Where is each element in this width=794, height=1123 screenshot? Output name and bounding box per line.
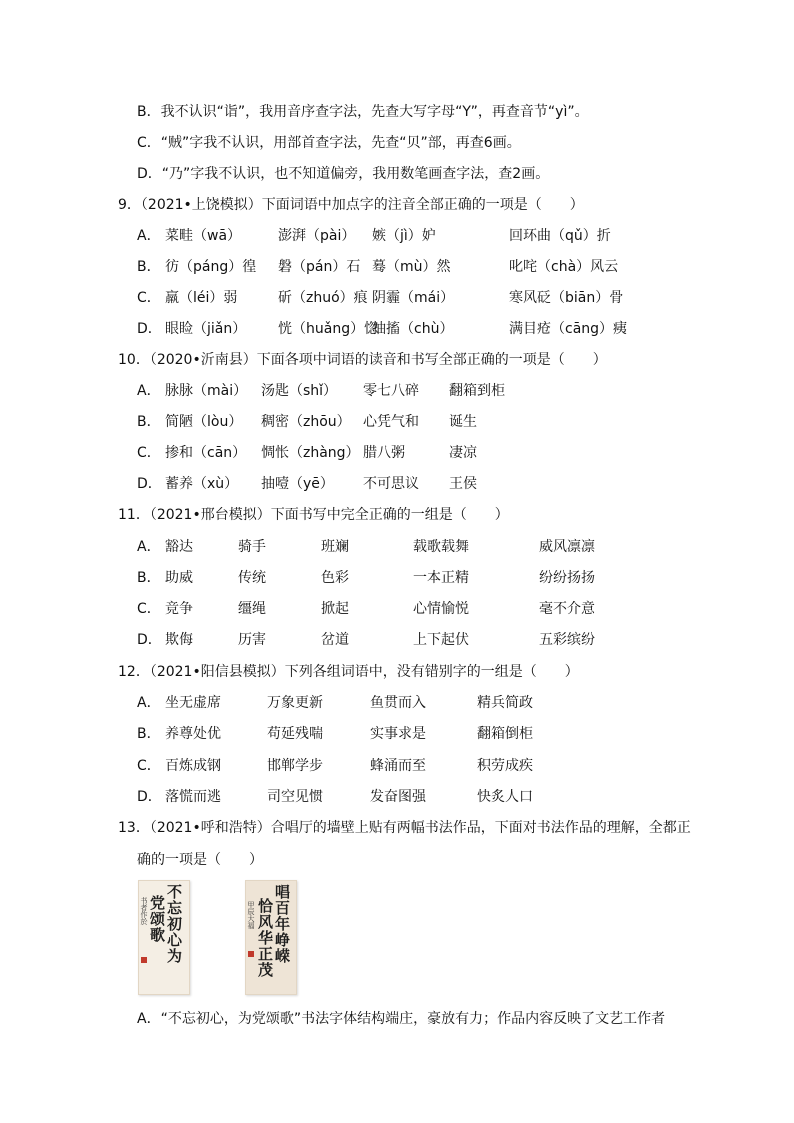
question-12-stem: 12．（2021•阳信县模拟）下列各组词语中，没有错别字的一组是（ ）	[118, 664, 579, 680]
question-11-stem: 11．（2021•邢台模拟）下面书写中完全正确的一组是（ ）	[118, 507, 509, 523]
q13-option-a: A．“不忘初心，为党颂歌”书法字体结构端庄，豪放有力；作品内容反映了文艺工作者	[137, 1011, 666, 1027]
question-10-stem: 10．（2020•沂南县）下面各项中词语的读音和书写全部正确的一项是（ ）	[118, 352, 607, 368]
question-13-stem: 13．（2021•呼和浩特）合唱厅的墙壁上贴有两幅书法作品，下面对书法作品的理解，全都正	[118, 820, 691, 836]
seal-stamp	[141, 957, 147, 963]
question-13-stem-cont: 确的一项是（ ）	[137, 852, 263, 868]
calligraphy-artwork-right: 唱百年峥嵘 恰风华正茂 甲辰大福	[245, 880, 297, 995]
option-c-line: C．“贼”字我不认识，用部首查字法，先查“贝”部，再查6画。	[137, 135, 521, 151]
seal-stamp	[248, 951, 254, 957]
calligraphy-artwork-left: 不忘初心为 党颂歌 书者作於	[138, 880, 190, 995]
question-9-stem: 9．（2021•上饶模拟）下面词语中加点字的注音全部正确的一项是（ ）	[118, 197, 584, 213]
option-d-line: D．“乃”字我不认识，也不知道偏旁，我用数笔画查字法，查2画。	[137, 166, 550, 182]
option-b-line: B．我不认识“诣”，我用音序查字法，先查大写字母“Y”，再查音节“yì”。	[137, 104, 589, 120]
